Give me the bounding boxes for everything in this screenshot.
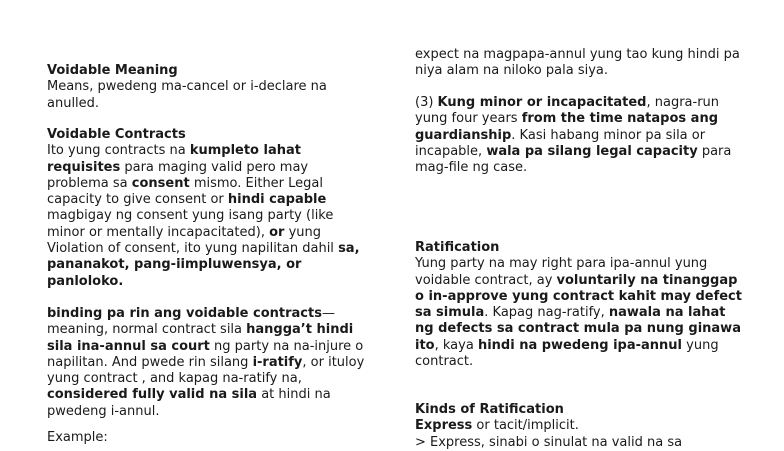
text-run: — meaning, normal contract sila: [47, 306, 335, 338]
text-run: mismo. Either Legal capacity to give consent or: [47, 175, 324, 208]
example-label: Example:: [47, 430, 108, 445]
continued-paragraph: expect na magpapa-annul yung tao kung hindi pa niya alam na niloko pala siya.: [415, 47, 740, 79]
text-run: at hindi na pwedeng i-annul.: [47, 387, 331, 419]
section-voidable-contracts: [47, 127, 367, 290]
bold-run: Express: [415, 418, 473, 434]
bold-run: wala pa silang legal capacity: [486, 143, 698, 159]
text-run: , kaya: [434, 337, 478, 353]
item-3: [415, 95, 745, 176]
heading-voidable-meaning: Voidable Meaning: [47, 63, 178, 78]
bold-run: Kung minor or incapacitated: [437, 95, 647, 110]
bold-run: voluntarily na tinanggap o in-approve yung contract kahit may defect sa simula: [415, 272, 742, 321]
text-run: para mag-file ng case.: [415, 143, 732, 176]
heading-ratification: Ratification: [415, 240, 500, 255]
text-run: .: [574, 418, 579, 434]
continued-text: [415, 47, 745, 80]
text-run: , nagra-run yung four years: [415, 95, 720, 127]
bold-run: sa, pananakot, pang-iimpluwensya, or panloloko.: [47, 241, 360, 289]
text-run: yung contract.: [415, 337, 719, 370]
bold-run: considered fully valid na sila: [47, 387, 258, 403]
text-run: . Kasi habang minor pa sila or incapable,: [415, 127, 706, 159]
section-ratification: [415, 240, 745, 370]
section-voidable-meaning: [47, 63, 367, 112]
item-3-text: [415, 95, 745, 176]
bold-run: nawala na lahat ng defects sa contract mula pa nung ginawa ito: [415, 305, 741, 353]
bold-run: hangga’t hindi sila ina-annul sa court: [47, 322, 354, 354]
kinds-text: [415, 418, 745, 434]
kinds-express-line: > Express, sinabi o sinulat na valid na sa: [415, 434, 683, 450]
bold-run: consent: [131, 175, 190, 191]
voidable-meaning-text: Means, pwedeng ma-cancel or i-declare na anulled.: [47, 79, 327, 111]
text-run: , or ituloy yung contract , and kapag na-ratify na,: [47, 354, 365, 387]
text-run: . Kapag nag-ratify,: [484, 305, 609, 321]
ratification-text: [415, 256, 745, 370]
section-binding: [47, 306, 367, 420]
text-run: para maging valid pero may problema sa: [47, 159, 309, 191]
text-run: yung Violation of consent, ito yung napilitan dahil: [47, 224, 339, 257]
heading-kinds-of-ratification: Kinds of Ratification: [415, 402, 564, 417]
text-run: Ito yung contracts na: [47, 143, 190, 159]
item-number: (3): [415, 95, 438, 110]
voidable-contracts-text: [47, 143, 367, 290]
text-run: magbigay ng consent yung isang party (like minor or mentally incapacitated),: [47, 208, 334, 240]
bold-run: kumpleto lahat requisites: [47, 143, 301, 175]
text-run: Yung party na may right para ipa-annul yung voidable contract, ay: [415, 256, 708, 288]
section-kinds-of-ratification: [415, 402, 745, 451]
bold-run: or: [269, 224, 285, 240]
text-run: or tacit/implicit: [472, 418, 575, 434]
binding-text: [47, 306, 367, 420]
bold-run: hindi capable: [227, 192, 327, 208]
bold-run: hindi na pwedeng ipa-annul: [477, 337, 683, 353]
bold-run: from the time natapos ang guardianship: [415, 111, 719, 143]
bold-run: i-ratify: [252, 354, 303, 370]
text-run: ng party na na-injure o napilitan. And pwede rin silang: [47, 338, 364, 370]
bold-run: binding pa rin ang voidable contracts: [47, 306, 322, 321]
heading-voidable-contracts: Voidable Contracts: [47, 127, 186, 142]
